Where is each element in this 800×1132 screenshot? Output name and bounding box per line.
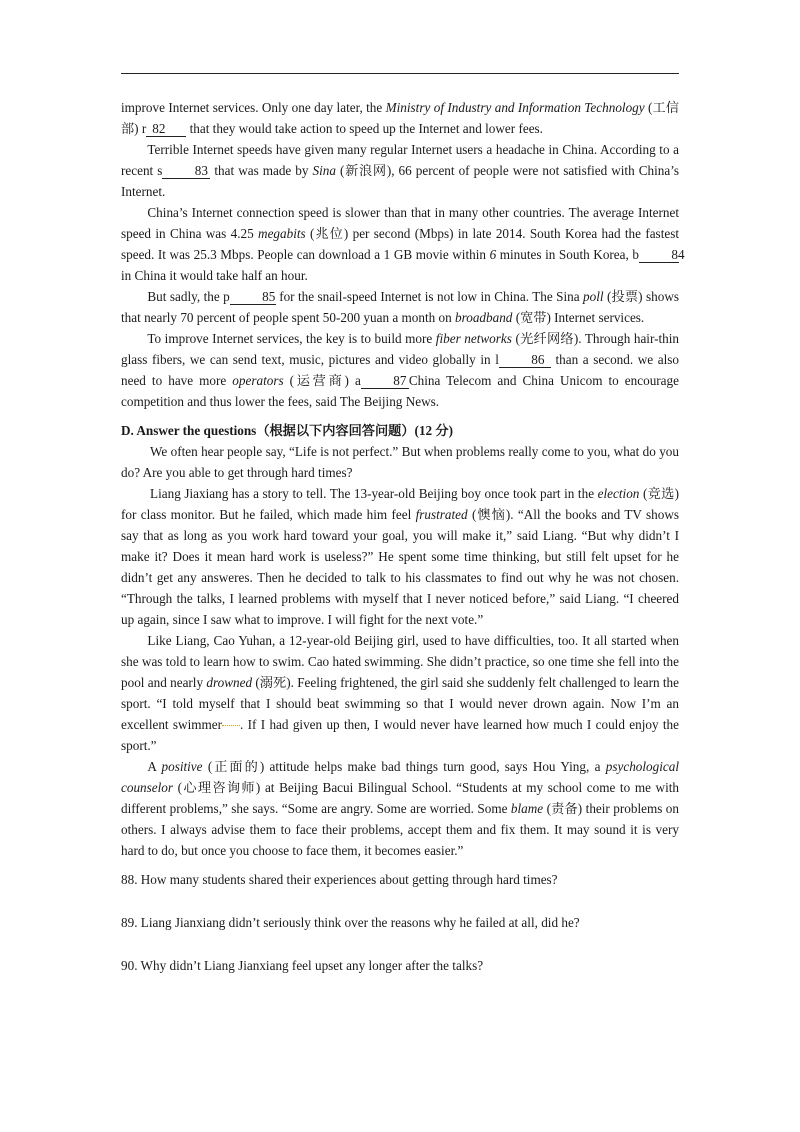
text: (心理咨询师) at Beijing Bacui Bilingual School. “Students at my school come to me with different problems,” she says. “Some are angry. Some are worried. Some: [121, 780, 679, 816]
text: in China it would take half an hour.: [121, 268, 308, 283]
passage-c-paragraph-4: [121, 286, 679, 328]
text: China’s Internet connection speed is slower than that in many other countries. The average Internet speed in China was 4.25: [121, 205, 679, 241]
section-d-heading: D. Answer the questions（根据以下内容回答问题）(12 分): [121, 423, 454, 438]
passage-c-paragraph-5: [121, 328, 679, 412]
blank-87-number: 87: [393, 373, 407, 388]
term-sina: Sina: [312, 163, 336, 178]
term-operators: operators: [232, 373, 284, 388]
question-90: 90. Why didn’t Liang Jianxiang feel upset any longer after the talks?: [121, 958, 484, 973]
term-blame: blame: [510, 801, 544, 816]
text: (溺死). Feeling frightened, the girl said she suddenly felt challenged to learn the sport. “I told myself that I should beat swimming so that I would never drown again. Now I’m an excellent swimmer: [121, 675, 680, 732]
section-d-paragraph-2: [121, 483, 679, 630]
text: (懊恼). “All the books and TV shows say that as long as you work hard toward your goal, you will make it,” said Liang. “But why didn’t I make it? Does it mean hard work is useless?” He spent some time thinking, but still felt upset for he didn’t get any answeres. Then he decided to talk to his classmates to find out why he was not chosen. “Through the talks, I learned problems with myself that I never noticed before,” said Liang. “I cheered up again, since I saw what to improve. I will fight for the next vote.”: [121, 507, 679, 627]
blank-83-number: 83: [194, 163, 208, 178]
text: that they would take action to speed up the Internet and lower fees.: [186, 121, 543, 136]
text: (投票) shows that nearly 70 percent of people spent 50-200 yuan a month on: [121, 289, 679, 325]
blank-83[interactable]: [162, 163, 210, 179]
blank-87[interactable]: [361, 373, 409, 389]
text: for the snail-speed Internet is not low in China. The Sina: [275, 289, 584, 304]
text: To improve Internet services, the key is to build more: [147, 331, 436, 346]
blank-87-letter: a: [354, 373, 361, 388]
blank-82[interactable]: [146, 121, 186, 137]
text: minutes in South Korea,: [496, 247, 633, 262]
blank-85-letter: p: [223, 289, 230, 304]
term-poll: poll: [583, 289, 604, 304]
text: (兆位) per second (Mbps) in late 2014. South Korea had the fastest speed. It was 25.3 Mbps. People can download a 1 GB movie within: [121, 226, 680, 262]
document-body: [121, 97, 685, 976]
text: (宽带) Internet services.: [512, 310, 645, 325]
blank-82-letter: r: [141, 121, 147, 136]
term-broadband: broadband: [455, 310, 513, 325]
term-psychological-counselor: psychological counselor: [121, 759, 680, 795]
blank-86-letter: l: [495, 352, 499, 367]
section-d-paragraph-4: [121, 756, 679, 861]
blank-85-number: 85: [262, 289, 276, 304]
blank-83-letter: s: [157, 163, 163, 178]
term-ministry: Ministry of Industry and Information Technology: [385, 100, 645, 115]
text: (正面的) attitude helps make bad things turn good, says Hou Ying, a: [202, 759, 606, 774]
blank-84-number: 84: [671, 247, 685, 262]
blank-85[interactable]: [230, 289, 276, 305]
question-89: 89. Liang Jianxiang didn’t seriously think over the reasons why he failed at all, did he?: [121, 915, 580, 930]
passage-c-paragraph-3: [121, 202, 685, 286]
text: (光纤网络). Through hair-thin glass fibers, we can send text, music, pictures and video globally in: [121, 331, 679, 367]
term-frustrated: frustrated: [415, 507, 468, 522]
text: China Telecom and China Unicom to encourage competition and thus lower the fees, said The Beijing News.: [121, 373, 679, 409]
text: than a second. we also need to have more: [121, 352, 679, 388]
text: . If I had given up then, I would never have learned how much I could enjoy the sport.”: [121, 717, 679, 753]
spellcheck-underline: [222, 725, 240, 726]
question-88: 88. How many students shared their experiences about getting through hard times?: [121, 872, 558, 887]
text: (责备) their problems on others. I always advise them to face their problems, accept them and fix them. It may sound it is very hard to do, but once you choose to face them, it becomes easier.”: [121, 801, 679, 858]
text: But sadly, the: [147, 289, 224, 304]
text: (运营商): [283, 373, 355, 388]
text: (新浪网), 66 percent of people were not satisfied with China’s Internet.: [121, 163, 679, 199]
term-positive: positive: [161, 759, 203, 774]
blank-86-number: 86: [531, 352, 545, 367]
header-rule: [121, 73, 679, 74]
blank-82-number: 82: [152, 121, 166, 136]
text: (工信部): [121, 100, 679, 136]
blank-84[interactable]: [639, 247, 685, 263]
text: (竞选) for class monitor. But he failed, which made him feel: [121, 486, 679, 522]
blank-84-letter: b: [632, 247, 639, 262]
term-megabits: megabits: [258, 226, 306, 241]
blank-86[interactable]: [499, 352, 551, 368]
text: Liang Jiaxiang has a story to tell. The 13-year-old Beijing boy once took part in the: [150, 486, 598, 501]
term-drowned: drowned: [206, 675, 253, 690]
passage-c-paragraph-1: [121, 97, 679, 139]
passage-c-paragraph-2: [121, 139, 679, 202]
text: Terrible Internet speeds have given many regular Internet users a headache in China. According to a recent: [121, 142, 679, 178]
text: A: [147, 759, 162, 774]
term-fiber-networks: fiber networks: [435, 331, 512, 346]
section-d-paragraph-3: [121, 630, 679, 756]
term-election: election: [597, 486, 640, 501]
section-d-paragraph-1: We often hear people say, “Life is not perfect.” But when problems really come to you, what do you do? Are you able to get through hard times?: [121, 444, 679, 480]
text: improve Internet services. Only one day later, the: [121, 100, 386, 115]
term-six: 6: [489, 247, 497, 262]
text: Like Liang, Cao Yuhan, a 12-year-old Beijing girl, used to have difficulties, too. It all started when she was told to learn how to swim. Cao hated swimming. She didn’t practice, so one time she fell into the pool and nearly: [121, 633, 679, 690]
text: that was made by: [210, 163, 313, 178]
